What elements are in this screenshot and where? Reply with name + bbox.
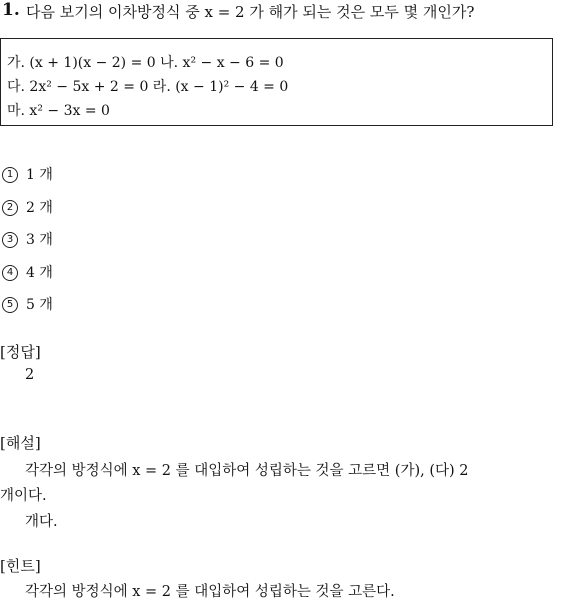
choice-text-3: 3 개 (26, 232, 53, 248)
choice-text-2: 2 개 (26, 200, 53, 216)
explanation-label: [해설] (0, 434, 41, 452)
choice-3[interactable] (2, 229, 53, 249)
choice-marker-1: 1 (2, 167, 18, 183)
choice-marker-4: 4 (2, 265, 18, 281)
explanation-line-2: 개이다. (0, 488, 47, 504)
choice-text-5: 5 개 (26, 297, 53, 313)
choice-marker-5: 5 (2, 297, 18, 313)
answer-label: [정답] (0, 343, 41, 361)
question-text: 다음 보기의 이차방정식 중 x = 2 가 해가 되는 것은 모두 몇 개인가? (26, 3, 475, 21)
choice-2[interactable] (2, 197, 53, 217)
choice-1[interactable] (2, 164, 53, 184)
box-line-2: 다. 2x² − 5x + 2 = 0 라. (x − 1)² − 4 = 0 (7, 79, 289, 95)
answer-value: 2 (25, 367, 35, 383)
condition-box (0, 38, 553, 126)
choice-marker-3: 3 (2, 232, 18, 248)
choice-4[interactable] (2, 262, 53, 282)
choice-text-4: 4 개 (26, 265, 53, 281)
explanation-line-3: 개다. (25, 514, 58, 530)
hint-label: [힌트] (0, 557, 41, 575)
hint-text: 각각의 방정식에 x = 2 를 대입하여 성립하는 것을 고른다. (25, 584, 395, 600)
box-line-1: 가. (x + 1)(x − 2) = 0 나. x² − x − 6 = 0 (7, 55, 284, 71)
question-number: 1. (2, 0, 20, 20)
choice-marker-2: 2 (2, 200, 18, 216)
choice-text-1: 1 개 (26, 167, 53, 183)
choice-5[interactable] (2, 294, 53, 314)
box-line-3: 마. x² − 3x = 0 (7, 103, 110, 119)
explanation-line-1: 각각의 방정식에 x = 2 를 대입하여 성립하는 것을 고르면 (가), (다) 2 (25, 463, 469, 479)
